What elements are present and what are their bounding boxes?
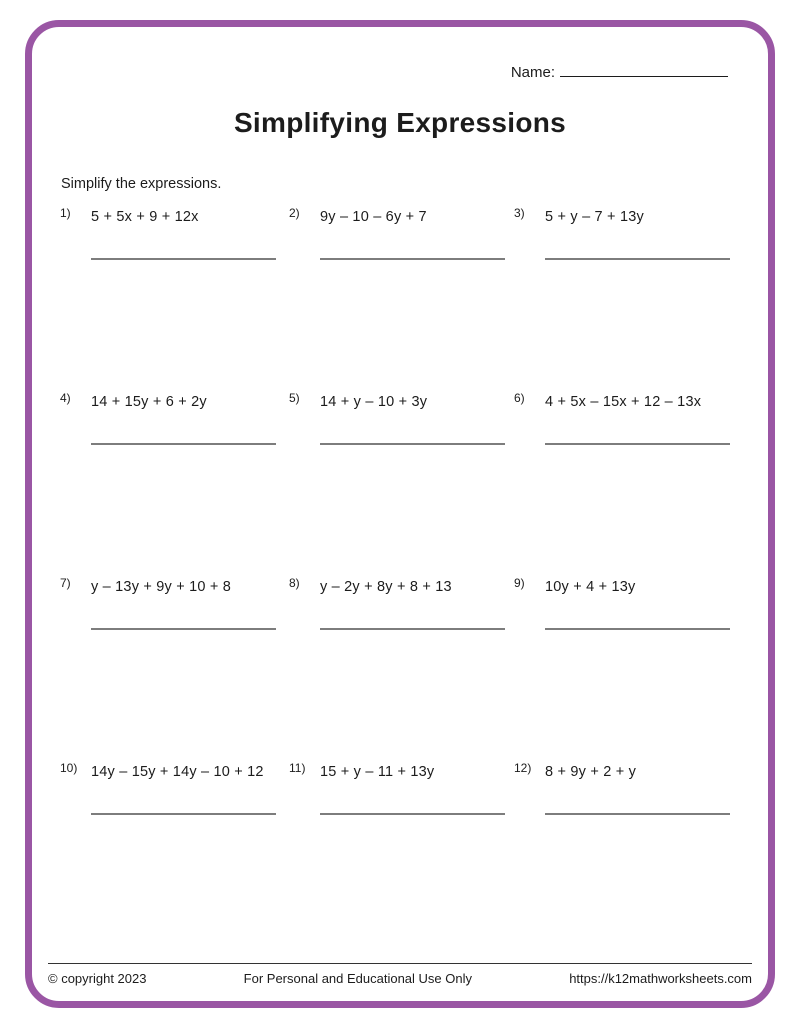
- problem-expression: y – 13y + 9y + 10 + 8: [91, 579, 232, 595]
- problem-number: 4): [60, 391, 71, 405]
- answer-line: [320, 443, 505, 445]
- footer-divider: [48, 963, 752, 964]
- problem-expression: 5 + 5x + 9 + 12x: [91, 209, 199, 225]
- problem-number: 10): [60, 761, 78, 775]
- problem-1: [60, 206, 289, 391]
- problem-number: 2): [289, 206, 300, 220]
- problem-number: 1): [60, 206, 71, 220]
- problem-5: [289, 391, 514, 576]
- name-label: Name:: [510, 64, 555, 81]
- problem-expression: 5 + y – 7 + 13y: [545, 209, 644, 225]
- answer-line: [91, 628, 276, 630]
- problem-9: [514, 576, 742, 761]
- problem-expression: y – 2y + 8y + 8 + 13: [320, 579, 452, 595]
- problems-grid: [60, 206, 744, 946]
- problem-2: [289, 206, 514, 391]
- problem-8: [289, 576, 514, 761]
- problem-7: [60, 576, 289, 761]
- problem-expression: 14 + 15y + 6 + 2y: [91, 394, 207, 410]
- footer-usage-note: For Personal and Educational Use Only: [243, 971, 473, 986]
- answer-line: [545, 628, 730, 630]
- problem-expression: 14 + y – 10 + 3y: [320, 394, 428, 410]
- page-title: Simplifying Expressions: [233, 107, 567, 138]
- instruction-text: Simplify the expressions.: [61, 176, 222, 192]
- problem-number: 11): [289, 761, 306, 775]
- answer-line: [545, 443, 730, 445]
- problem-number: 7): [60, 576, 71, 590]
- problem-expression: 9y – 10 – 6y + 7: [320, 209, 427, 225]
- problem-expression: 4 + 5x – 15x + 12 – 13x: [545, 394, 702, 410]
- problem-number: 6): [514, 391, 525, 405]
- problem-expression: 15 + y – 11 + 13y: [320, 764, 435, 780]
- problem-expression: 8 + 9y + 2 + y: [545, 764, 637, 780]
- answer-line: [91, 258, 276, 260]
- problem-4: [60, 391, 289, 576]
- answer-line: [91, 813, 276, 815]
- problem-10: [60, 761, 289, 946]
- footer-url[interactable]: https://k12mathworksheets.com: [569, 971, 752, 986]
- footer: [48, 971, 752, 986]
- answer-line: [320, 813, 505, 815]
- answer-line: [91, 443, 276, 445]
- problem-expression: 10y + 4 + 13y: [545, 579, 636, 595]
- problem-number: 3): [514, 206, 525, 220]
- problem-11: [289, 761, 514, 946]
- problem-6: [514, 391, 742, 576]
- problem-expression: 14y – 15y + 14y – 10 + 12: [91, 764, 264, 780]
- answer-line: [320, 258, 505, 260]
- name-row: [511, 61, 728, 81]
- answer-line: [320, 628, 505, 630]
- problem-number: 8): [289, 576, 300, 590]
- problem-3: [514, 206, 742, 391]
- problem-number: 5): [289, 391, 300, 405]
- answer-line: [545, 258, 730, 260]
- name-blank-line: [560, 61, 728, 77]
- problem-12: [514, 761, 742, 946]
- answer-line: [545, 813, 730, 815]
- footer-copyright: © copyright 2023: [48, 971, 147, 986]
- problem-number: 9): [514, 576, 525, 590]
- problem-number: 12): [514, 761, 532, 775]
